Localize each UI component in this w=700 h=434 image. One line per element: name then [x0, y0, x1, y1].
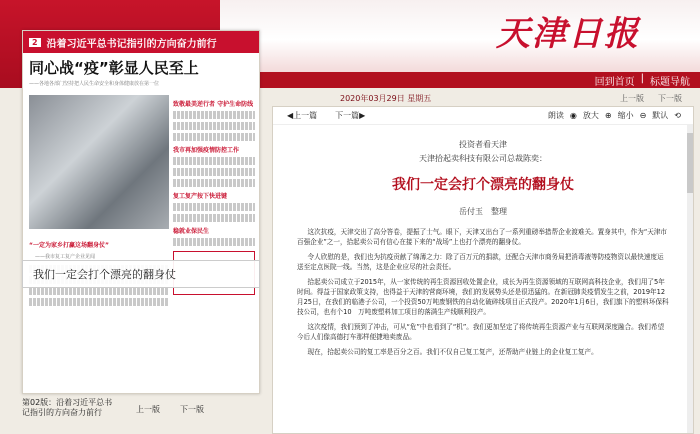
top-nav	[595, 73, 690, 88]
article-paragraph: 这次疫情，我们预到了冲击，可从“危”中也看到了“机”。我们更加坚定了将传统再生资源产业与互联网深度融合。我们希望今后人们像高德打车那样便捷地卖废品。	[297, 323, 665, 341]
title-nav-link[interactable]: 标题导航	[650, 77, 690, 88]
thumbnail-lower-subtitle: ——我市复工复产企业见闻	[35, 254, 96, 260]
thumbnail-photo	[29, 95, 169, 229]
article-paragraph: 这次抗疫，天津交出了高分答卷，提振了士气。眼下，天津又出台了一系列重磅举措帮企业渡难关。置身其中，作为“天津市百强企业”之一，拾起卖公司有信心在接下来的“战场”上也打个漂亮的翻身仗。	[297, 228, 668, 246]
article-toolbar	[273, 107, 693, 125]
article-headline: 我们一定会打个漂亮的翻身仗	[392, 177, 574, 193]
thumbnail-subtitle: ——各地各部门坚持把人民生命安全和身体健康放在第一位	[29, 81, 160, 87]
article-scrollbar[interactable]	[687, 125, 693, 433]
home-link[interactable]: 回到首页	[594, 77, 635, 88]
article-paragraph: 拾起卖公司成立于2015年，从一家传统的再生资源回收处置企业，成长为再生资源领域的互联网高科技企业，我们用了5年时间。得益于国家政策支持，也得益于天津的营商环境，我们的发展势头还是很迅猛的。在新冠肺炎疫情发生之前，2019年12月25日，在我们的临港子公司，一个投资50万吨废钢铁的自动化破碎线项目正式投产。2020年1月6日，我们旗下的塑料环保科技公司，也有个10 万吨废塑料加工项目的落满生产线顺利投产。	[297, 278, 669, 316]
prev-article-link[interactable]: 上一篇	[293, 111, 318, 120]
thumbnail-header	[23, 31, 259, 53]
reset-icon[interactable]: ⟲	[674, 111, 681, 120]
thumbnail-headline[interactable]: 稳就业保民生	[173, 228, 210, 235]
page-nav	[22, 398, 272, 428]
article-panel	[272, 106, 694, 434]
thumbnail-right-column	[173, 95, 255, 249]
scrollbar-thumb[interactable]	[687, 133, 693, 193]
article-paragraph: 令人欣慰的是，我们也为抗疫贡献了绵薄之力：除了百万元的捐款，还配合天津市商务局把消毒液等防疫物资以最快速度运送至定点医院一线。当然，这是企业应尽的社会责任。	[297, 253, 664, 271]
article-paragraph: 现在，拾起卖公司的复工率是百分之百。我们不仅自己复工复产，还帮助产业链上的企业复工复产。	[307, 348, 598, 356]
zoom-in-icon[interactable]: ⊕	[604, 111, 612, 120]
read-aloud-button[interactable]: 朗读	[547, 111, 564, 120]
thumbnail-page-number: 2	[29, 38, 41, 47]
zoom-in-button[interactable]: 放大	[582, 111, 599, 120]
next-article-link[interactable]: 下一篇	[335, 111, 360, 120]
speaker-icon[interactable]: ◉	[569, 111, 577, 120]
thumbnail-big-title: 同心战“疫”彰显人民至上	[29, 59, 199, 77]
article-author: 岳付玉 整理	[459, 207, 507, 216]
left-prev-page[interactable]: 上一版	[136, 405, 160, 414]
thumbnail-headline[interactable]: 致敬最美逆行者 守护生命防线	[173, 101, 254, 108]
article-body	[273, 217, 693, 357]
issue-date: 2020年03月29日 星期五	[340, 93, 432, 103]
zoom-out-button[interactable]: 缩小	[617, 111, 634, 120]
left-next-page[interactable]: 下一版	[180, 405, 204, 414]
thumbnail-headline[interactable]: 复工复产按下快进键	[173, 193, 228, 200]
thumbnail-lower-title[interactable]: “一定为家乡打赢这场翻身仗”	[29, 242, 109, 249]
next-article-icon[interactable]: ▶	[359, 111, 366, 120]
date-bar	[270, 90, 700, 106]
page-thumbnail[interactable]	[22, 30, 260, 394]
masthead-logo: 天津日报	[496, 14, 640, 54]
next-page-link[interactable]: 下一版	[658, 93, 682, 103]
default-size-button[interactable]: 默认	[652, 111, 669, 120]
page-name: 第02版：沿着习近平总书记指引的方向奋力前行	[22, 398, 113, 417]
article-kicker: 投资者看天津	[459, 140, 507, 149]
zoom-out-icon[interactable]: ⊖	[639, 111, 647, 120]
article-subkicker: 天津拾起卖科技有限公司总裁陈奕：	[419, 154, 547, 163]
thumbnail-header-text: 沿着习近平总书记指引的方向奋力前行	[46, 38, 217, 50]
article-tooltip: 我们一定会打个漂亮的翻身仗	[22, 260, 260, 288]
prev-article-icon[interactable]: ◀	[287, 111, 294, 120]
thumbnail-headline[interactable]: 我市再加强疫情防控工作	[173, 147, 240, 154]
nav-divider: |	[640, 73, 644, 84]
prev-page-link[interactable]: 上一版	[620, 93, 644, 103]
